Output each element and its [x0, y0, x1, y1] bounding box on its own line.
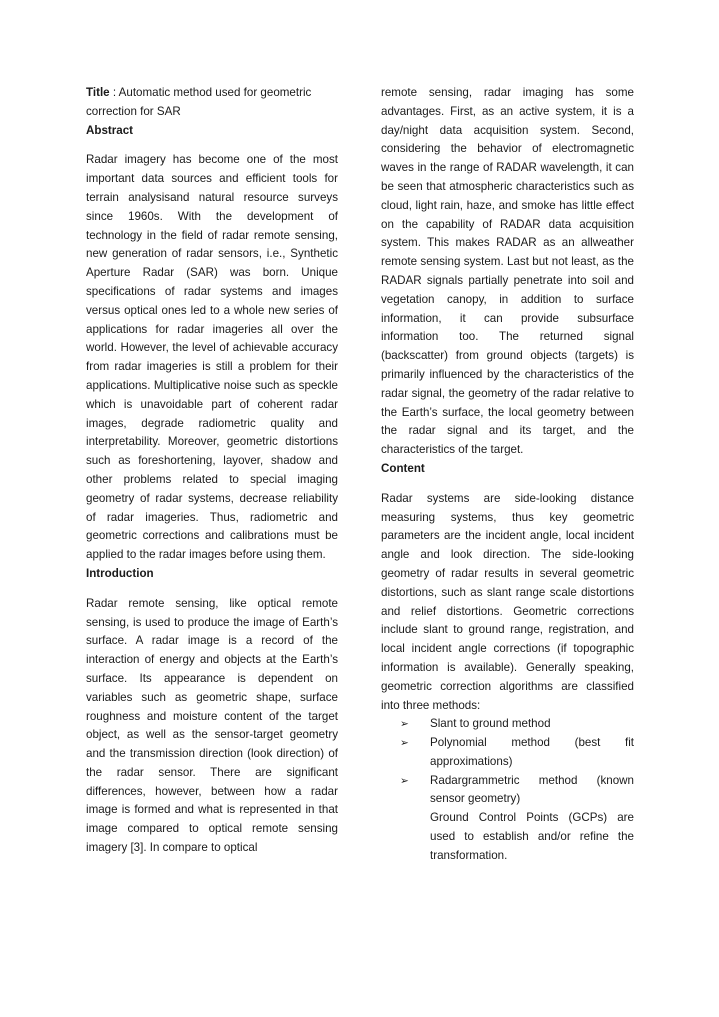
introduction-text-left: Radar remote sensing, like optical remote sensing, is used to produce the image of Earth’s surface. A radar image is a record of the interaction of energy and objects at the Earth’s surface. Its appearance is dependent on variables such as geometric shape, surface roughness and moisture content of the target object, as well as the sensor-target geometry and the transmission direction (look direction) of the radar sensor. There are significant differences, however, between how a radar image is formed and what is represented in that image compared to optical remote sensing imagery [3]. In compare to optical: [86, 596, 338, 855]
abstract-text: Radar imagery has become one of the most important data sources and efficient tools for terrain analysisand natural resource surveys since 1960s. With the development of technology in the field of radar remote sensing, new generation of radar sensors, i.e., Synthetic Aperture Radar (SAR) was born. Unique specifications of radar systems and images versus optical ones led to a whole new series of applications for radar imageries all over the world. However, the level of achievable accuracy from radar imageries is still a problem for their applications. Multiplicative noise such as speckle which is unavoidable part of coherent radar images, degrade radiometric quality and interpretability. Moreover, geometric distortions such as foreshortening, layover, shadow and other problems related to special imaging geometry of radar systems, decrease reliability of radar imageries. Thus, radiometric and geometric corrections and calibrations must be applied to the radar images before using them.: [86, 153, 338, 562]
arrow-bullet-icon: ➢: [400, 774, 409, 787]
introduction-heading: Introduction: [86, 566, 154, 580]
content-text: Radar systems are side-looking distance measuring systems, thus key geometric parameters are the incident angle, local incident angle and look direction. The side-looking geometry of radar results in several geometric distortions, such as slant range scale distortions and relief distortions. Geometric corrections include slant to ground range, registration, and local incident angle corrections (if topographic information is available). Generally speaking, geometric correction algorithms are classified into three methods:: [381, 491, 634, 712]
list-item: [400, 772, 634, 810]
list-item: [400, 734, 634, 772]
paper-title: [86, 84, 338, 122]
content-heading: Content: [381, 461, 425, 475]
introduction-text-right: remote sensing, radar imaging has some advantages. First, as an active system, it is a day/night data acquisition system. Second, considering the behavior of electromagnetic waves in the range of RADAR wavelength, it can be seen that atmospheric characteristics such as cloud, light rain, haze, and smoke has little effect on the capability of RADAR data acquisition system. This makes RADAR as an allweather remote sensing system. Last but not least, as the RADAR signals partially penetrate into soil and vegetation canopy, in addition to surface information, it can provide subsurface information too. The returned signal (backscatter) from ground objects (targets) is primarily influenced by the characteristics of the radar signal, the geometry of the radar relative to the Earth’s surface, the local geometry between the radar signal and its target, and the characteristics of the target.: [381, 86, 634, 457]
title-text: : Automatic method used for geometric correction for SAR: [86, 86, 312, 118]
list-item: [400, 715, 634, 734]
abstract-heading: Abstract: [86, 123, 134, 137]
title-label: Title: [86, 86, 110, 99]
gcp-note: Ground Control Points (GCPs) are used to establish and/or refine the transformation.: [430, 811, 634, 862]
arrow-bullet-icon: ➢: [400, 718, 409, 731]
arrow-bullet-icon: ➢: [400, 737, 409, 750]
methods-list: [381, 715, 634, 809]
right-column: [381, 84, 634, 866]
method-label: Polynomial method (best fit approximations): [430, 736, 634, 768]
method-label: Slant to ground method: [430, 717, 551, 731]
method-label: Radargrammetric method (known sensor geometry): [430, 773, 634, 806]
left-column: [86, 84, 338, 858]
